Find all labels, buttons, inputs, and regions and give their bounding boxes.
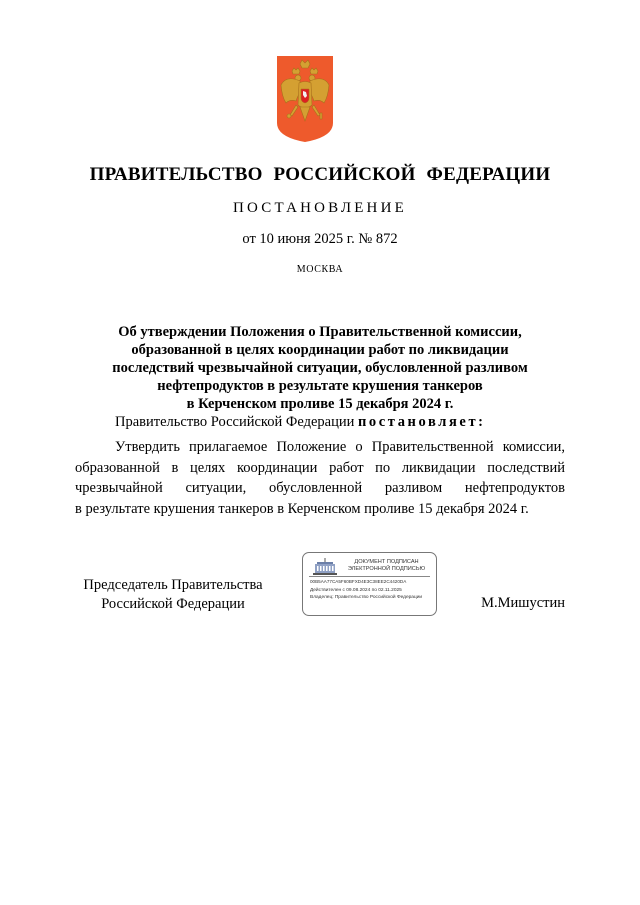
body-line: в результате крушения танкеров в Керченском проливе 15 декабря 2024 г. xyxy=(75,500,529,517)
city: МОСКВА xyxy=(296,264,344,275)
decree-intro xyxy=(115,414,486,431)
government-title: ПРАВИТЕЛЬСТВО РОССИЙСКОЙ ФЕДЕРАЦИИ xyxy=(89,164,551,185)
stamp-owner: Владелец: Правительство Российской Федерации xyxy=(310,595,423,600)
intro-subject: Правительство Российской Федерации xyxy=(115,414,355,430)
signer-position-line: Российской Федерации xyxy=(101,596,245,612)
stamp-certificate: 00B5AA77CA5F60BFXD4E3C38EE2C4420DA xyxy=(310,579,407,584)
subject-line: последствий чрезвычайной ситуации, обусловленной разливом xyxy=(112,360,528,376)
body-line: чрезвычайной ситуации, обусловленной разливом нефтепродуктов xyxy=(75,480,565,496)
body-line: образованной в целях координации работ по ликвидации последствий xyxy=(75,459,565,476)
signer-position-line: Председатель Правительства xyxy=(83,577,263,593)
government-building-icon xyxy=(313,558,337,575)
stamp-divider xyxy=(309,576,430,577)
electronic-signature-stamp xyxy=(302,552,437,616)
signer-name: М.Мишустин xyxy=(481,595,565,611)
stamp-heading-line: ЭЛЕКТРОННОЙ ПОДПИСЬЮ xyxy=(347,566,426,572)
coat-of-arms-icon xyxy=(276,55,334,143)
subject-line: Об утверждении Положения о Правительственной комиссии, xyxy=(118,324,522,340)
subject-line: образованной в целях координации работ по ликвидации xyxy=(131,342,509,358)
intro-verb: постановляет: xyxy=(357,414,486,430)
decree-type: ПОСТАНОВЛЕНИЕ xyxy=(233,200,407,216)
stamp-validity: Действителен с 09.08.2024 по 02.11.2025 xyxy=(310,588,402,593)
stamp-heading-line: ДОКУМЕНТ ПОДПИСАН xyxy=(354,559,419,565)
decree-subject xyxy=(80,323,560,413)
signer-position xyxy=(78,576,268,614)
subject-line: нефтепродуктов в результате крушения танкеров xyxy=(157,378,483,394)
decree-body xyxy=(75,437,565,519)
subject-line: в Керченском проливе 15 декабря 2024 г. xyxy=(186,396,454,412)
stamp-heading xyxy=(339,559,434,573)
body-line: Утвердить прилагаемое Положение о Правительственной комиссии, xyxy=(115,439,565,455)
decree-date-number: от 10 июня 2025 г. № 872 xyxy=(242,231,398,247)
